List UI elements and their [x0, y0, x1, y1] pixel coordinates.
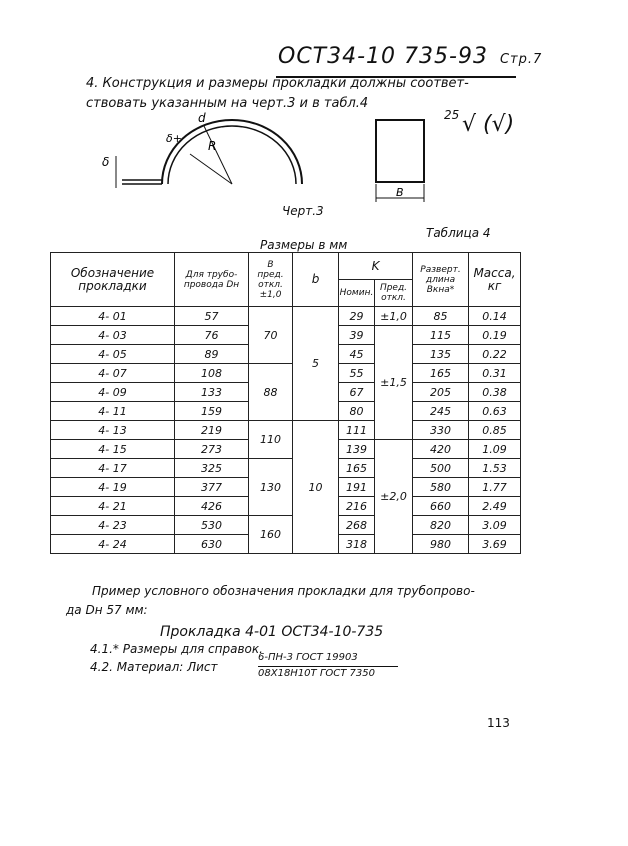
spec-table [50, 252, 521, 554]
cell-B: 70 [249, 307, 293, 364]
cell-mass: 1.53 [469, 459, 521, 478]
material-top: 6-ПН-3 ГОСТ 19903 [258, 652, 358, 663]
radius-line-2 [190, 154, 232, 184]
figure-caption: Черт.3 [282, 204, 324, 218]
cell-K-nom: 55 [339, 364, 375, 383]
cell-pipe: 273 [175, 440, 249, 459]
cell-K-nom: 67 [339, 383, 375, 402]
cell-pipe: 76 [175, 326, 249, 345]
col-K: K [339, 253, 413, 280]
cell-B: 110 [249, 421, 293, 459]
intro-line-1: 4. Конструкция и размеры прокладки должны соответ- [86, 76, 469, 91]
material-bottom: 08Х18Н10Т ГОСТ 7350 [258, 668, 375, 679]
cell-mass: 2.49 [469, 497, 521, 516]
example-line-2: да Dн 57 мм: [66, 603, 148, 617]
table-row [51, 364, 521, 383]
cell-designation: 4- 17 [51, 459, 175, 478]
cell-pipe: 133 [175, 383, 249, 402]
document-code [278, 44, 542, 69]
note-4-2: 4.2. Материал: Лист [90, 660, 218, 674]
cell-ref: 85 [413, 307, 469, 326]
cell-mass: 0.63 [469, 402, 521, 421]
cell-pipe: 377 [175, 478, 249, 497]
cell-ref: 660 [413, 497, 469, 516]
gasket-drawing [96, 108, 516, 218]
cell-ref: 205 [413, 383, 469, 402]
cell-K-nom: 191 [339, 478, 375, 497]
cell-mass: 0.31 [469, 364, 521, 383]
col-b: b [293, 253, 339, 307]
cell-ref: 420 [413, 440, 469, 459]
cell-ref: 330 [413, 421, 469, 440]
cell-ref: 980 [413, 535, 469, 554]
cell-pipe: 108 [175, 364, 249, 383]
intro-line-2: ствовать указанным на черт.3 и в табл.4 [86, 96, 369, 111]
label-delta: δ [102, 155, 110, 169]
col-K-tol: Пред. откл. [375, 280, 413, 307]
cell-mass: 0.19 [469, 326, 521, 345]
dims-caption: Размеры в мм [260, 238, 348, 252]
cell-B: 88 [249, 364, 293, 421]
cell-mass: 0.14 [469, 307, 521, 326]
cell-designation: 4- 19 [51, 478, 175, 497]
cell-K-tol: ±1,0 [375, 307, 413, 326]
cell-mass: 0.38 [469, 383, 521, 402]
table-row [51, 421, 521, 440]
cell-b: 10 [293, 421, 339, 554]
cell-K-tol: ±2,0 [375, 440, 413, 554]
cell-ref: 820 [413, 516, 469, 535]
table-caption: Таблица 4 [426, 226, 491, 240]
col-B-sub: пред. откл. ±1,0 [257, 269, 284, 300]
cell-designation: 4- 07 [51, 364, 175, 383]
cell-designation: 4- 24 [51, 535, 175, 554]
cell-K-nom: 268 [339, 516, 375, 535]
cell-mass: 0.85 [469, 421, 521, 440]
cell-b: 5 [293, 307, 339, 421]
cell-designation: 4- 21 [51, 497, 175, 516]
cell-pipe: 159 [175, 402, 249, 421]
cell-mass: 3.69 [469, 535, 521, 554]
cell-pipe: 325 [175, 459, 249, 478]
roughness-mark: √ (√) [462, 112, 515, 137]
cell-ref: 245 [413, 402, 469, 421]
col-B [249, 253, 293, 307]
example-line-1: Пример условного обозначения прокладки для трубопрово- [92, 584, 475, 598]
col-K-nom: Номин. [339, 280, 375, 307]
cell-ref: 165 [413, 364, 469, 383]
cell-pipe: 89 [175, 345, 249, 364]
cell-designation: 4- 13 [51, 421, 175, 440]
cell-K-nom: 111 [339, 421, 375, 440]
material-fraction-rule [258, 666, 398, 667]
cell-B: 130 [249, 459, 293, 516]
example-designation: Прокладка 4-01 ОСТ34-10-735 [160, 624, 384, 640]
cell-designation: 4- 01 [51, 307, 175, 326]
label-delta-plus: δ+ [166, 132, 182, 145]
cell-K-nom: 39 [339, 326, 375, 345]
cell-designation: 4- 05 [51, 345, 175, 364]
cell-pipe: 219 [175, 421, 249, 440]
cell-pipe: 426 [175, 497, 249, 516]
cell-designation: 4- 23 [51, 516, 175, 535]
cell-pipe: 630 [175, 535, 249, 554]
roughness-value: 25 [444, 108, 460, 122]
table-row [51, 516, 521, 535]
cell-designation: 4- 11 [51, 402, 175, 421]
col-ref: Разверт. длина Вкна* [413, 253, 469, 307]
section-rect [376, 120, 424, 182]
table-row [51, 307, 521, 326]
cell-K-nom: 80 [339, 402, 375, 421]
cell-K-nom: 318 [339, 535, 375, 554]
col-designation: Обозначение прокладки [51, 253, 175, 307]
cell-mass: 3.09 [469, 516, 521, 535]
page-number: 113 [487, 716, 510, 730]
cell-designation: 4- 15 [51, 440, 175, 459]
doc-code-text: ОСТ34-10 735-93 [278, 44, 488, 69]
cell-K-nom: 45 [339, 345, 375, 364]
label-b: B [396, 186, 404, 199]
cell-ref: 580 [413, 478, 469, 497]
cell-pipe: 57 [175, 307, 249, 326]
note-4-1: 4.1.* Размеры для справок. [90, 642, 263, 656]
col-B-label: B [267, 259, 274, 270]
cell-K-nom: 139 [339, 440, 375, 459]
gasket-arc-outer [162, 120, 302, 184]
page-label: Стр.7 [499, 52, 543, 67]
cell-K-nom: 29 [339, 307, 375, 326]
cell-ref: 115 [413, 326, 469, 345]
cell-K-nom: 165 [339, 459, 375, 478]
cell-designation: 4- 09 [51, 383, 175, 402]
cell-B: 160 [249, 516, 293, 554]
label-r: R [208, 139, 217, 153]
radius-line [204, 126, 232, 184]
cell-ref: 500 [413, 459, 469, 478]
label-d: d [198, 111, 206, 125]
col-mass: Масса, кг [469, 253, 521, 307]
cell-mass: 1.09 [469, 440, 521, 459]
cell-ref: 135 [413, 345, 469, 364]
cell-K-tol: ±1,5 [375, 326, 413, 440]
cell-K-nom: 216 [339, 497, 375, 516]
cell-mass: 0.22 [469, 345, 521, 364]
col-pipe: Для трубо-провода Dн [175, 253, 249, 307]
cell-pipe: 530 [175, 516, 249, 535]
cell-designation: 4- 03 [51, 326, 175, 345]
cell-mass: 1.77 [469, 478, 521, 497]
table-row [51, 459, 521, 478]
